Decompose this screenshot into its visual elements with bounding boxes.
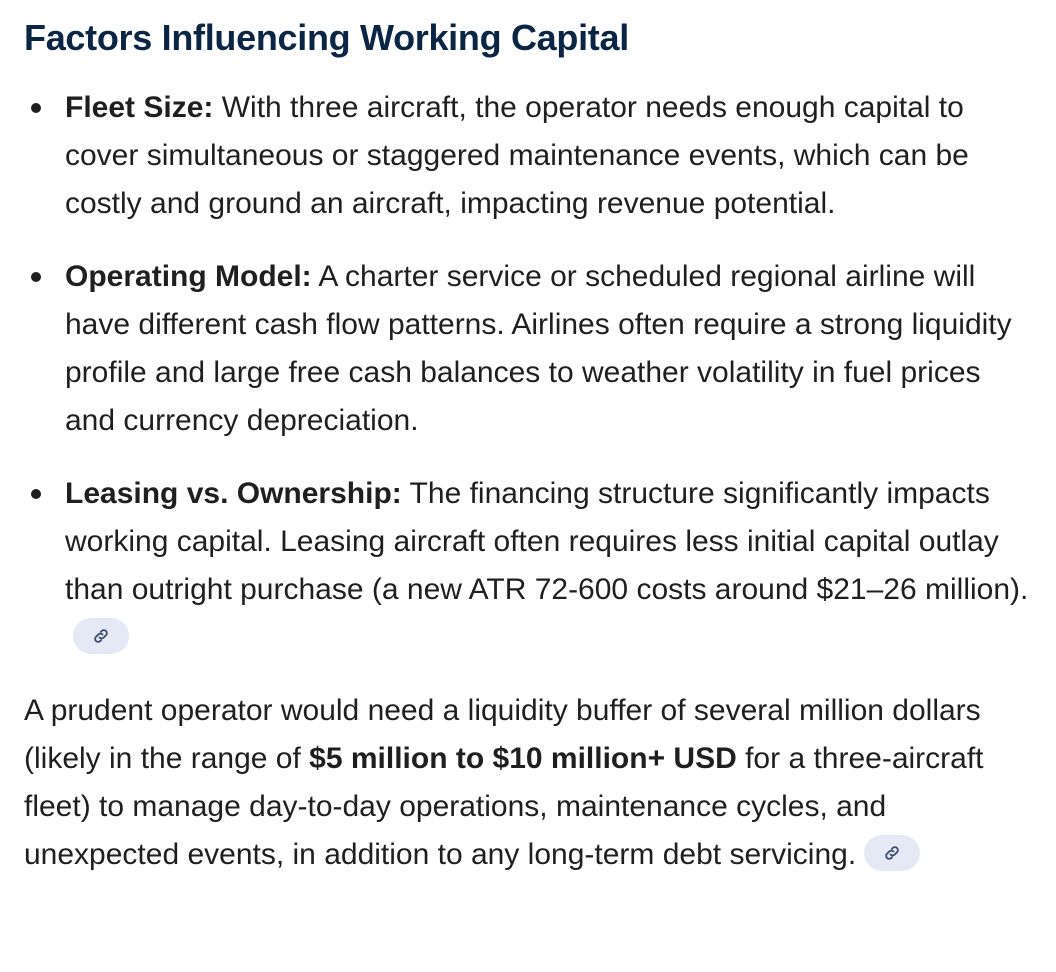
summary-highlight: $5 million to $10 million+ USD bbox=[309, 742, 737, 775]
factor-text: With three aircraft, the operator needs enough capital to cover simultaneous or staggered maintenance events, which can be costly and ground an aircraft, impacting revenue potential. bbox=[65, 91, 969, 220]
list-item-operating-model bbox=[24, 253, 1032, 445]
factor-label: Leasing vs. Ownership: bbox=[65, 477, 402, 510]
summary-text-after: for a three-aircraft fleet) to manage day-to-day operations, maintenance cycles, and unexpected events, in addition to any long-term debt servicing. bbox=[24, 742, 984, 871]
summary-text-before: A prudent operator would need a liquidity buffer of several million dollars (likely in the range of bbox=[24, 694, 981, 775]
list-item-fleet-size bbox=[24, 84, 1032, 228]
summary-paragraph bbox=[24, 687, 1032, 879]
citation-link-button[interactable] bbox=[73, 618, 129, 654]
list-item-leasing-vs-ownership bbox=[24, 470, 1032, 662]
link-icon bbox=[883, 844, 901, 862]
bullet-dot bbox=[31, 489, 41, 499]
factor-text: A charter service or scheduled regional airline will have different cash flow patterns. Airlines often require a strong liquidity profile and large free cash balances to weather volatility in fuel prices and currency depreciation. bbox=[65, 260, 1012, 437]
citation-link-button[interactable] bbox=[864, 835, 920, 871]
section-heading: Factors Influencing Working Capital bbox=[24, 17, 629, 58]
factor-label: Fleet Size: bbox=[65, 91, 214, 124]
factor-list bbox=[24, 84, 1032, 662]
factor-text: The financing structure significantly impacts working capital. Leasing aircraft often requires less initial capital outlay than outright purchase (a new ATR 72-600 costs around $21–26 million). bbox=[65, 477, 1029, 606]
link-icon bbox=[92, 627, 110, 645]
bullet-dot bbox=[31, 272, 41, 282]
factor-label: Operating Model: bbox=[65, 260, 312, 293]
bullet-dot bbox=[31, 103, 41, 113]
